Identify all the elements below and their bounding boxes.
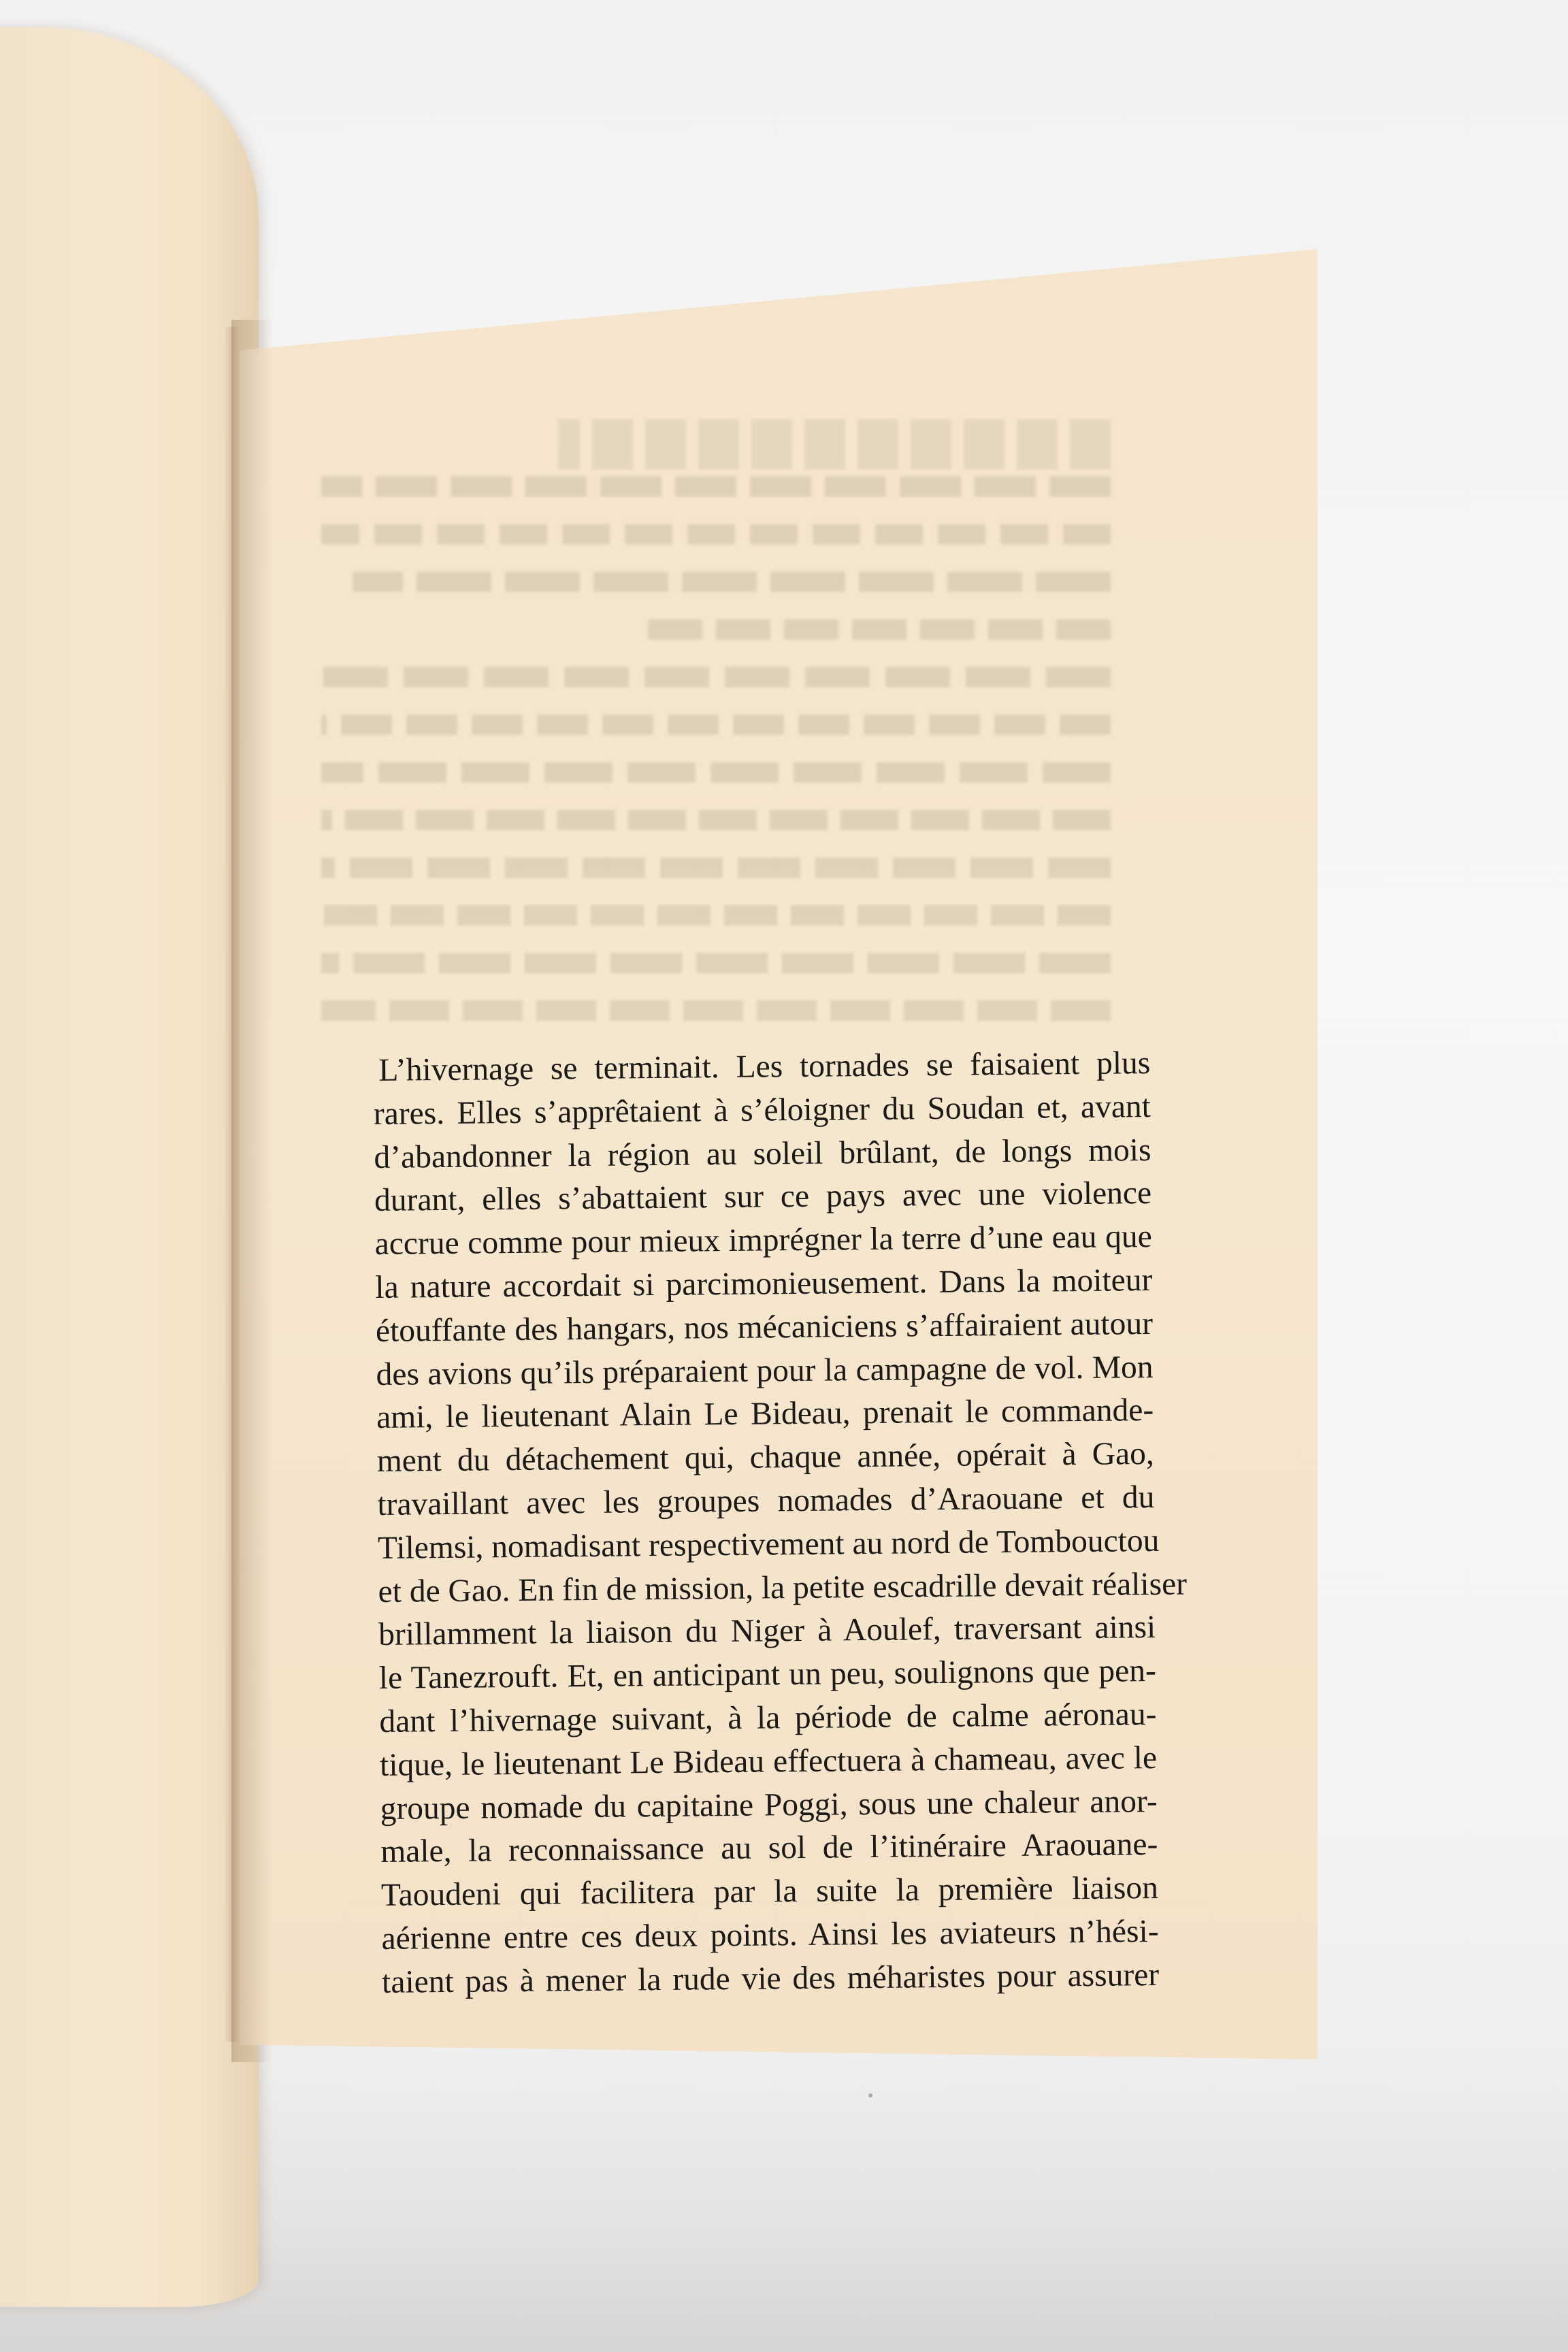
text-line: L’hivernage se terminait. Les tornades se faisaient plus: [378, 1045, 1151, 1088]
page-speck: [868, 2093, 872, 2097]
text-line: dant l’hivernage suivant, à la période de calme aéronau-: [379, 1696, 1157, 1740]
text-line: tique, le lieutenant Le Bideau effectuera à chameau, avec le: [379, 1740, 1158, 1783]
text-line: aérienne entre ces deux points. Ainsi les aviateurs n’hési-: [381, 1913, 1159, 1957]
gutter-shadow: [231, 320, 272, 2062]
text-line: d’abandonner la région au soleil brûlant, de longs mois: [374, 1132, 1152, 1175]
text-line: groupe nomade du capitaine Poggi, sous une chaleur anor-: [380, 1783, 1158, 1827]
text-line: Taoudeni qui facilitera par la suite la première liaison: [380, 1870, 1159, 1914]
text-line: étouffante des hangars, nos mécaniciens s’affairaient autour: [375, 1305, 1154, 1349]
page-body-text: [373, 1042, 1188, 2004]
text-line: brillamment la liaison du Niger à Aoulef, traversant ainsi: [378, 1610, 1156, 1653]
text-line: ami, le lieutenant Alain Le Bideau, prenait le commande-: [376, 1392, 1154, 1436]
text-line: rares. Elles s’apprêtaient à s’éloigner du Soudan et, avant: [373, 1088, 1152, 1132]
text-line: taient pas à mener la rude vie des méharistes pour assurer: [381, 1957, 1160, 2000]
text-line: travaillant avec les groupes nomades d’Araouane et du: [377, 1479, 1155, 1522]
text-line: des avions qu’ils préparaient pour la campagne de vol. Mon: [376, 1349, 1154, 1392]
text-line: la nature accordait si parcimonieusement. Dans la moiteur: [375, 1262, 1153, 1305]
text-line: accrue comme pour mieux imprégner la terre d’une eau que: [374, 1219, 1152, 1262]
text-line: male, la reconnaissance au sol de l’itinéraire Araouane-: [380, 1827, 1158, 1870]
text-line: Tilemsi, nomadisant respectivement au nord de Tombouctou: [377, 1522, 1160, 1566]
text-line: ment du détachement qui, chaque année, opérait à Gao,: [376, 1436, 1155, 1480]
left-page: [0, 27, 259, 2307]
text-line: durant, elles s’abattaient sur ce pays avec une violence: [374, 1175, 1152, 1219]
text-line: le Tanezrouft. Et, en anticipant un peu, soulignons que pen-: [378, 1653, 1157, 1697]
text-line: et de Gao. En fin de mission, la petite escadrille devait réaliser: [378, 1566, 1188, 1610]
